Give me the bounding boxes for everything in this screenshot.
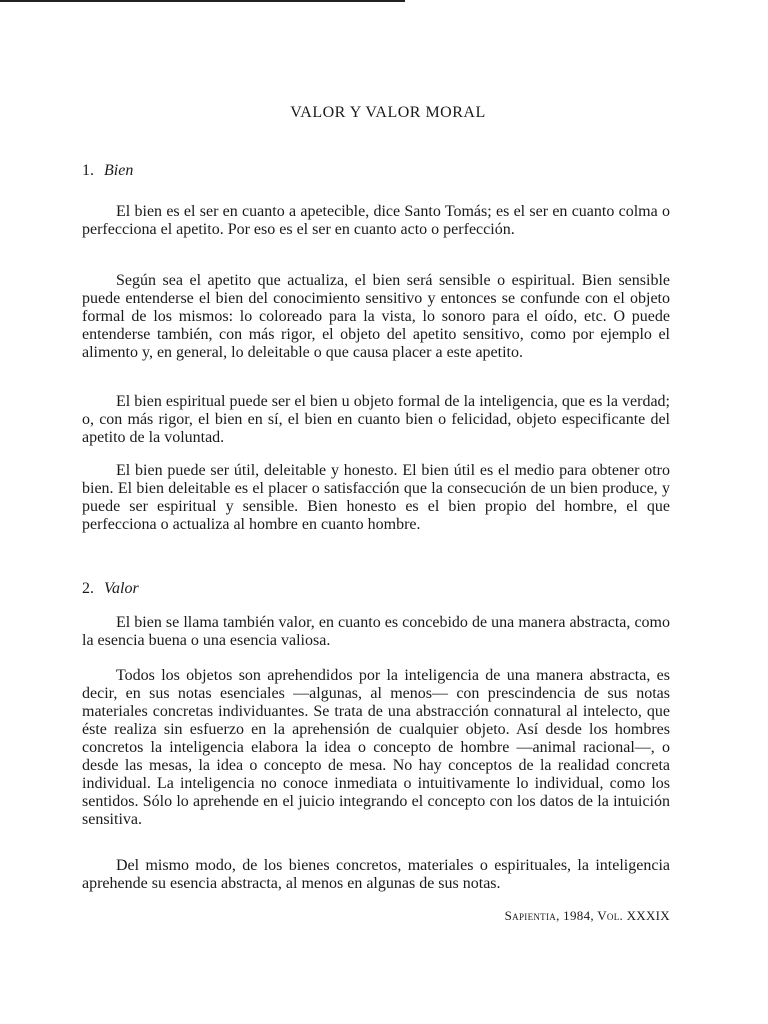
paragraph: El bien se llama también valor, en cuanto es concebido de una manera abstracta, como la esencia buena o una esencia valiosa.: [82, 614, 670, 649]
paragraph: El bien es el ser en cuanto a apetecible, dice Santo Tomás; es el ser en cuanto colma o perfecciona el apetito. Por eso es el ser en cuanto acto o perfección.: [82, 203, 670, 238]
top-edge-rule: [0, 0, 405, 2]
paragraph: Del mismo modo, de los bienes concretos, materiales o espirituales, la inteligencia aprehende su esencia abstracta, al menos en algunas de sus notas.: [82, 857, 670, 892]
section-number: 1.: [82, 162, 94, 179]
journal-footer: Sapientia, 1984, Vol. XXXIX: [504, 908, 670, 923]
paragraph: Según sea el apetito que actualiza, el bien será sensible o espiritual. Bien sensible puede entenderse el bien del conocimiento sensitivo y entonces se confunde con el objeto formal de los mismos: lo coloreado para la vista, lo sonoro para el oído, etc. O puede entenderse también, con más rigor, el objeto del apetito sensitivo, como por ejemplo el alimento y, en general, lo deleitable o que causa placer a este apetito.: [82, 272, 670, 361]
section-title: Valor: [104, 580, 139, 597]
section-title: Bien: [104, 162, 134, 179]
section-heading-bien: [82, 162, 133, 180]
paragraph: El bien puede ser útil, deleitable y honesto. El bien útil es el medio para obtener otro bien. El bien deleitable es el placer o satisfacción que la consecución de un bien produce, y puede ser espiritual y sensible. Bien honesto es el bien propio del hombre, el que perfecciona o actualiza al hombre en cuanto hombre.: [82, 462, 670, 533]
paragraph: Todos los objetos son aprehendidos por la inteligencia de una manera abstracta, es decir, en sus notas esenciales —algunas, al menos— con prescindencia de sus notas materiales concretas individuantes. Se trata de una abstracción connatural al intelecto, que éste realiza sin esfuerzo en la aprehensión de cualquier objeto. Así desde los hombres concretos la inteligencia elabora la idea o concepto de hombre —animal racional—, o desde las mesas, la idea o concepto de mesa. No hay conceptos de la realidad concreta individual. La inteligencia no conoce inmediata o intuitivamente lo individual, como los sentidos. Sólo lo aprehende en el juicio integrando el concepto con los datos de la intuición sensitiva.: [82, 667, 670, 828]
paragraph: El bien espiritual puede ser el bien u objeto formal de la inteligencia, que es la verdad; o, con más rigor, el bien en sí, el bien en cuanto bien o felicidad, objeto especificante del apetito de la voluntad.: [82, 393, 670, 446]
section-number: 2.: [82, 580, 94, 597]
page-title: VALOR Y VALOR MORAL: [290, 104, 486, 121]
section-heading-valor: [82, 580, 139, 598]
